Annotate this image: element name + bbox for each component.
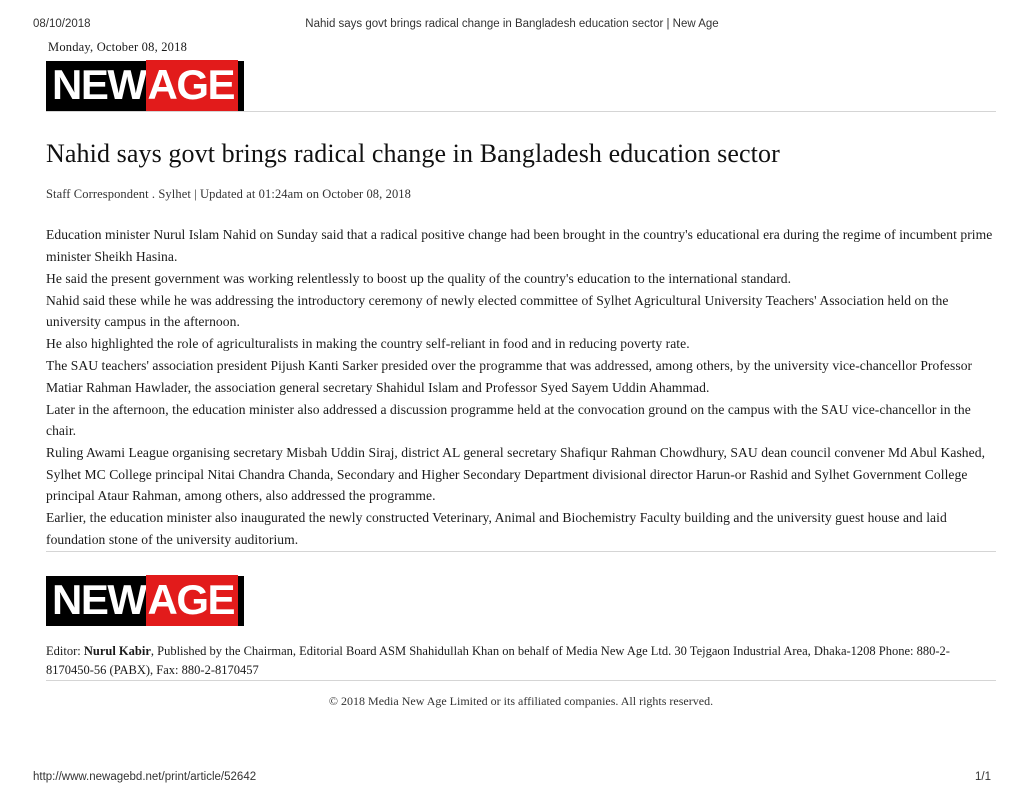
article-paragraph: Education minister Nurul Islam Nahid on Sunday said that a radical positive change had been brought in the country's educational era during the regime of incumbent prime minister Sheikh Hasina. <box>46 227 993 264</box>
logo-text-new: NEW <box>52 61 146 108</box>
editor-name: Nurul Kabir <box>83 643 151 658</box>
print-header <box>0 18 1024 30</box>
divider-middle <box>46 551 996 552</box>
article-paragraph: Nahid said these while he was addressing the introductory ceremony of newly elected committee of Sylhet Agricultural University Teachers' Association held on the university campus in the afternoon. <box>46 292 949 329</box>
copyright-notice: © 2018 Media New Age Limited or its affiliated companies. All rights reserved. <box>328 693 714 708</box>
article-paragraph: Ruling Awami League organising secretary Misbah Uddin Siraj, district AL general secretary Shafiqur Rahman Chowdhury, SAU dean council convener Md Abul Kashed, Sylhet MC College principal Nitai Chandra Chanda, Secondary and Higher Secondary Department divisional director Harun-or Rashid and Sylhet Government College principal Ataur Rahman, among others, also addressed the programme. <box>46 445 986 503</box>
newage-logo-footer <box>46 576 996 626</box>
article-content <box>46 40 996 709</box>
logo-text-age: AGE <box>146 575 239 626</box>
print-footer-page-number: 1/1 <box>975 771 991 783</box>
imprint-text <box>46 642 996 680</box>
imprint-prefix: Editor: <box>46 643 84 658</box>
article-paragraph: The SAU teachers' association president Pijush Kanti Sarker presided over the programme that was addressed, among others, by the university vice-chancellor Professor Matiar Rahman Hawlader, the association general secretary Shahidul Islam and Professor Syed Sayem Uddin Ahammad. <box>46 358 973 395</box>
imprint-rest: , Published by the Chairman, Editorial Board ASM Shahidullah Khan on behalf of Media New Age Ltd. 30 Tejgaon Industrial Area, Dhaka-1208 Phone: 880-2-8170450-56 (PABX), Fax: 880-2-8170457 <box>46 643 950 677</box>
article-paragraph: He also highlighted the role of agriculturalists in making the country self-reliant in food and in reducing poverty rate. <box>46 336 690 351</box>
divider-bottom <box>46 680 996 681</box>
print-header-date: 08/10/2018 <box>33 18 91 30</box>
article-paragraph: He said the present government was working relentlessly to boost up the quality of the country's education to the international standard. <box>46 270 792 286</box>
masthead-date: Monday, October 08, 2018 <box>48 40 188 54</box>
logo-text-new: NEW <box>52 575 146 623</box>
page-title: Nahid says govt brings radical change in Bangladesh education sector <box>46 139 780 168</box>
article-paragraph: Earlier, the education minister also inaugurated the newly constructed Veterinary, Animal and Biochemistry Faculty building and the university guest house and laid foundation stone of the university auditorium. <box>46 510 947 547</box>
divider-top <box>46 111 996 112</box>
logo-text-age: AGE <box>146 60 239 111</box>
logo-block <box>46 576 244 626</box>
print-header-title: Nahid says govt brings radical change in Bangladesh education sector | New Age <box>305 18 719 30</box>
newage-logo-header <box>46 61 244 111</box>
article-byline: Staff Correspondent . Sylhet | Updated at 01:24am on October 08, 2018 <box>46 187 412 201</box>
article-paragraph: Later in the afternoon, the education minister also addressed a discussion programme held at the convocation ground on the campus with the SAU vice-chancellor in the chair. <box>46 401 971 438</box>
print-footer-url: http://www.newagebd.net/print/article/52642 <box>33 771 257 783</box>
article-body <box>46 224 996 550</box>
